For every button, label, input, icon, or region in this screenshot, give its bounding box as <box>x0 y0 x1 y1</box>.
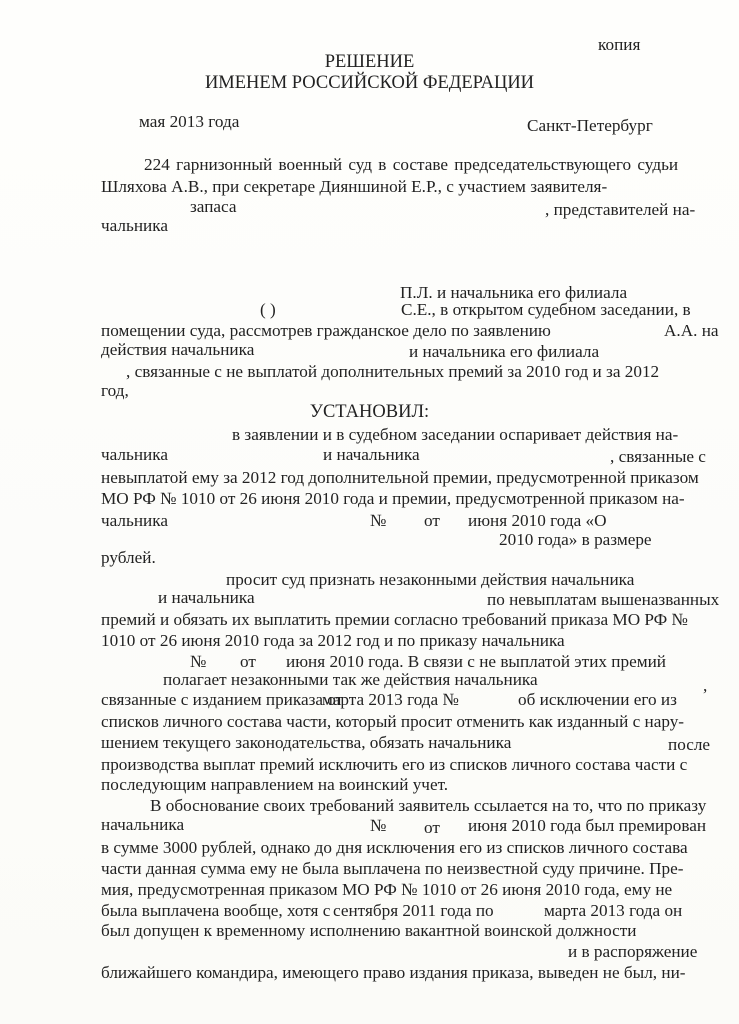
request-line: после <box>668 735 711 754</box>
claim-line: чальника <box>101 511 168 530</box>
request-line: премий и обязать их выплатить премии согласно требований приказа МО РФ № <box>101 610 688 629</box>
intro-line: , связанные с не выплатой дополнительных премий за 2010 год и за 2012 <box>126 362 660 381</box>
claim-line: чальника <box>101 445 168 464</box>
intro-line: помещении суда, рассмотрев гражданское дело по заявлению <box>101 321 551 340</box>
grounds-line: в сумме 3000 рублей, однако до дня исключения его из списков личного состава <box>101 838 688 857</box>
claim-line: и начальника <box>323 445 420 464</box>
request-line: и начальника <box>158 588 255 607</box>
intro-line: и начальника его филиала <box>409 342 600 361</box>
intro-line: действия начальника <box>101 340 255 359</box>
request-line: 1010 от 26 июня 2010 года за 2012 год и по приказу начальника <box>101 631 565 650</box>
grounds-line: № <box>370 816 387 835</box>
claim-line: июня 2010 года «О <box>468 511 607 530</box>
intro-line: ( ) <box>260 300 276 319</box>
grounds-line: марта 2013 года он <box>544 901 683 920</box>
request-line: июня 2010 года. В связи с не выплатой этих премий <box>286 652 666 671</box>
grounds-line: июня 2010 года был премирован <box>468 816 707 835</box>
request-line: связанные с изданием приказа от <box>101 690 344 709</box>
request-line: последующим направлением на воинский учет. <box>101 775 449 794</box>
claim-line: от <box>424 511 440 530</box>
intro-line: , представителей на- <box>545 200 696 219</box>
grounds-line: мия, предусмотренная приказом МО РФ № 1010 от 26 июня 2010 года, ему не <box>101 880 673 899</box>
grounds-line: от <box>424 818 440 837</box>
request-line: от <box>240 652 256 671</box>
grounds-line: была выплачена вообще, хотя с <box>101 901 331 920</box>
grounds-line: сентября 2011 года по <box>333 901 494 920</box>
intro-line: А.А. на <box>664 321 719 340</box>
grounds-line: В обоснование своих требований заявитель ссылается на то, что по приказу <box>150 796 707 815</box>
claim-line: МО РФ № 1010 от 26 июня 2010 года и премии, предусмотренной приказом на- <box>101 489 685 508</box>
grounds-line: и в распоряжение <box>568 942 698 961</box>
request-line: об исключении его из <box>518 690 677 709</box>
claim-line: в заявлении и в судебном заседании оспаривает действия на- <box>232 425 679 444</box>
request-line: списков личного состава части, который просит отменить как изданный с нару- <box>101 712 685 731</box>
claim-line: № <box>370 511 387 530</box>
document-city: Санкт-Петербург <box>527 116 653 135</box>
request-line: полагает незаконными так же действия начальника <box>163 670 538 689</box>
request-line: , <box>703 676 708 695</box>
document-date: мая 2013 года <box>139 112 240 131</box>
request-line: по невыплатам вышеназванных <box>487 590 720 609</box>
intro-line: запаса <box>190 197 237 216</box>
claim-line: , связанные с <box>610 447 706 466</box>
grounds-line: был допущен к временному исполнению вакантной воинской должности <box>101 921 637 940</box>
intro-line: 224 гарнизонный военный суд в составе председательствующего судьи <box>144 155 679 174</box>
grounds-line: части данная сумма ему не была выплачена по неизвестной суду причине. Пре- <box>101 859 684 878</box>
copy-mark: копия <box>598 35 641 54</box>
grounds-line: начальника <box>101 815 185 834</box>
claim-line: 2010 года» в размере <box>499 530 652 549</box>
intro-line: Шляхова А.В., при секретаре Дияншиной Е.Р., с участием заявителя- <box>101 177 608 196</box>
request-line: просит суд признать незаконными действия начальника <box>226 570 635 589</box>
request-line: марта 2013 года № <box>322 690 459 709</box>
request-line: производства выплат премий исключить его из списков личного состава части с <box>101 755 688 774</box>
claim-line: невыплатой ему за 2012 год дополнительной премии, предусмотренной приказом <box>101 468 699 487</box>
grounds-line: ближайшего командира, имеющего право издания приказа, выведен не был, ни- <box>101 963 686 982</box>
document-subtitle: ИМЕНЕМ РОССИЙСКОЙ ФЕДЕРАЦИИ <box>204 73 535 93</box>
document-title: РЕШЕНИЕ <box>324 52 415 72</box>
intro-line: П.Л. и начальника его филиала <box>400 283 628 302</box>
intro-line: год, <box>101 381 129 400</box>
request-line: № <box>190 652 207 671</box>
request-line: шением текущего законодательства, обязать начальника <box>101 733 512 752</box>
intro-line: чальника <box>101 216 168 235</box>
claim-line: рублей. <box>101 548 156 567</box>
intro-line: С.Е., в открытом судебном заседании, в <box>401 300 691 319</box>
established-heading: УСТАНОВИЛ: <box>309 402 430 422</box>
